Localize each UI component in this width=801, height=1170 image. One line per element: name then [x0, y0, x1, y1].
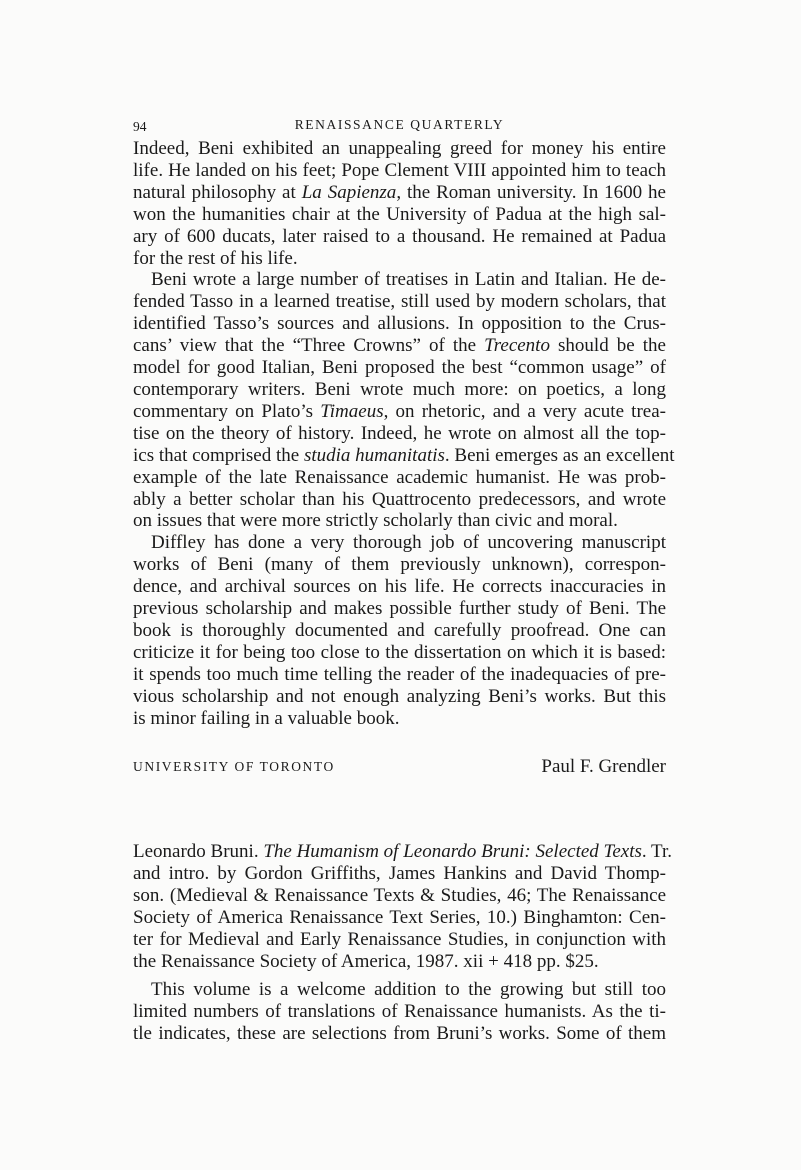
review-2-body: [133, 979, 666, 1045]
text-run: tle indicates, these are selections from Bruni’s works. Some of them: [133, 1022, 666, 1044]
text-run: This volume is a welcome addition to the growing but still too: [151, 979, 666, 1000]
text-run: ably a better scholar than his Quattrocento predecessors, and wrote: [133, 488, 666, 510]
text-run: natural philosophy at: [133, 181, 302, 203]
text-line: [133, 444, 675, 467]
text-line: [133, 423, 666, 445]
text-run: , on rhetoric, and a very acute trea-: [383, 400, 666, 422]
text-run: Diffley has done a very thorough job of uncovering manuscript: [151, 532, 666, 554]
text-run: works of Beni (many of them previously unknown), correspon-: [133, 554, 666, 576]
text-run: example of the late Renaissance academic humanist. He was prob-: [133, 466, 666, 488]
italic-text: Trecento: [484, 335, 550, 357]
text-run: model for good Italian, Beni proposed the best “common usage” of: [133, 357, 666, 379]
text-line: [133, 291, 666, 313]
text-line: [133, 510, 666, 532]
text-line: [133, 554, 666, 576]
review-2-citation: [133, 841, 673, 972]
review-1-signature: [133, 756, 666, 778]
italic-text: studia humanitatis: [303, 444, 445, 466]
italic-text: The Humanism of Leonardo Bruni: Selected Texts: [263, 841, 642, 862]
text-run: won the humanities chair at the University of Padua at the high sal-: [133, 203, 666, 225]
text-run: book is thoroughly documented and carefully proofread. One can: [133, 619, 666, 641]
text-line: [133, 620, 666, 642]
text-run: previous scholarship and makes possible further study of Beni. The: [133, 598, 666, 620]
running-title: RENAISSANCE QUARTERLY: [294, 117, 505, 132]
page-number: 94: [133, 119, 147, 134]
text-line: [133, 686, 666, 708]
text-run: life. He landed on his feet; Pope Clement VIII appointed him to teach: [133, 159, 666, 181]
text-run: should be the: [549, 335, 666, 357]
italic-text: La Sapienza: [301, 181, 397, 203]
reviewer-affiliation: UNIVERSITY OF TORONTO: [133, 759, 335, 774]
running-header: [133, 117, 666, 137]
text-line: [133, 951, 666, 973]
text-line: [133, 226, 666, 248]
text-run: for the rest of his life.: [133, 247, 298, 269]
text-line: [133, 313, 666, 335]
text-run: tise on the theory of history. Indeed, he wrote on almost all the top-: [133, 422, 666, 444]
text-run: on issues that were more strictly scholarly than civic and moral.: [133, 510, 618, 532]
text-line: [133, 489, 666, 511]
text-line: [133, 664, 666, 686]
text-run: it spends too much time telling the reader of the inadequacies of pre-: [133, 663, 666, 685]
text-line: [133, 885, 666, 907]
text-run: son. (Medieval & Renaissance Texts & Studies, 46; The Renaissance: [133, 884, 666, 906]
text-run: Society of America Renaissance Text Series, 10.) Binghamton: Cen-: [133, 906, 666, 928]
text-line: [133, 467, 666, 489]
text-line: [133, 248, 666, 270]
text-run: , the Roman university. In 1600 he: [396, 181, 666, 203]
review-1-body: [133, 138, 675, 729]
text-run: Indeed, Beni exhibited an unappealing greed for money his entire: [133, 138, 666, 159]
text-line: [133, 863, 666, 885]
text-run: vious scholarship and not enough analyzing Beni’s works. But this: [133, 685, 666, 707]
text-line: [133, 598, 666, 620]
text-line: [133, 1001, 666, 1023]
text-run: limited numbers of translations of Renaissance humanists. As the ti-: [133, 1000, 666, 1022]
text-line: [133, 1023, 666, 1045]
text-line: [133, 708, 666, 730]
text-line: [133, 160, 666, 182]
text-run: Leonardo Bruni.: [133, 841, 264, 862]
text-line: [133, 204, 666, 226]
text-run: ics that comprised the: [133, 444, 304, 466]
text-run: cans’ view that the “Three Crowns” of the: [133, 335, 485, 357]
text-line: [133, 138, 666, 160]
text-run: and intro. by Gordon Griffiths, James Hankins and David Thomp-: [133, 862, 666, 884]
text-line: [133, 182, 666, 204]
text-run: criticize it for being too close to the dissertation on which it is based:: [133, 641, 666, 663]
text-run: ary of 600 ducats, later raised to a thousand. He remained at Padua: [133, 225, 666, 247]
text-line: [133, 841, 673, 863]
text-run: commentary on Plato’s: [133, 400, 321, 422]
text-run: . Beni emerges as an excellent: [444, 444, 675, 466]
text-run: identified Tasso’s sources and allusions. In opposition to the Crus-: [133, 313, 666, 335]
text-line: [133, 642, 666, 664]
italic-text: Timaeus: [320, 400, 384, 422]
text-line: [133, 269, 666, 291]
text-run: the Renaissance Society of America, 1987. xii + 418 pp. $25.: [133, 950, 599, 972]
text-line: [133, 335, 666, 357]
text-run: contemporary writers. Beni wrote much more: on poetics, a long: [133, 378, 666, 400]
text-line: [133, 907, 666, 929]
text-run: fended Tasso in a learned treatise, still used by modern scholars, that: [133, 291, 666, 313]
text-run: Beni wrote a large number of treatises in Latin and Italian. He de-: [151, 269, 666, 291]
text-run: dence, and archival sources on his life. He corrects inaccuracies in: [133, 576, 666, 598]
text-line: [133, 979, 666, 1001]
text-line: [133, 379, 666, 401]
text-run: ter for Medieval and Early Renaissance Studies, in conjunction with: [133, 928, 666, 950]
text-line: [133, 576, 666, 598]
text-run: is minor failing in a valuable book.: [133, 707, 400, 729]
reviewer-name: Paul F. Grendler: [541, 756, 666, 777]
text-line: [133, 929, 666, 951]
text-line: [133, 401, 666, 423]
text-run: . Tr.: [641, 841, 673, 862]
text-line: [133, 532, 666, 554]
text-line: [133, 357, 666, 379]
